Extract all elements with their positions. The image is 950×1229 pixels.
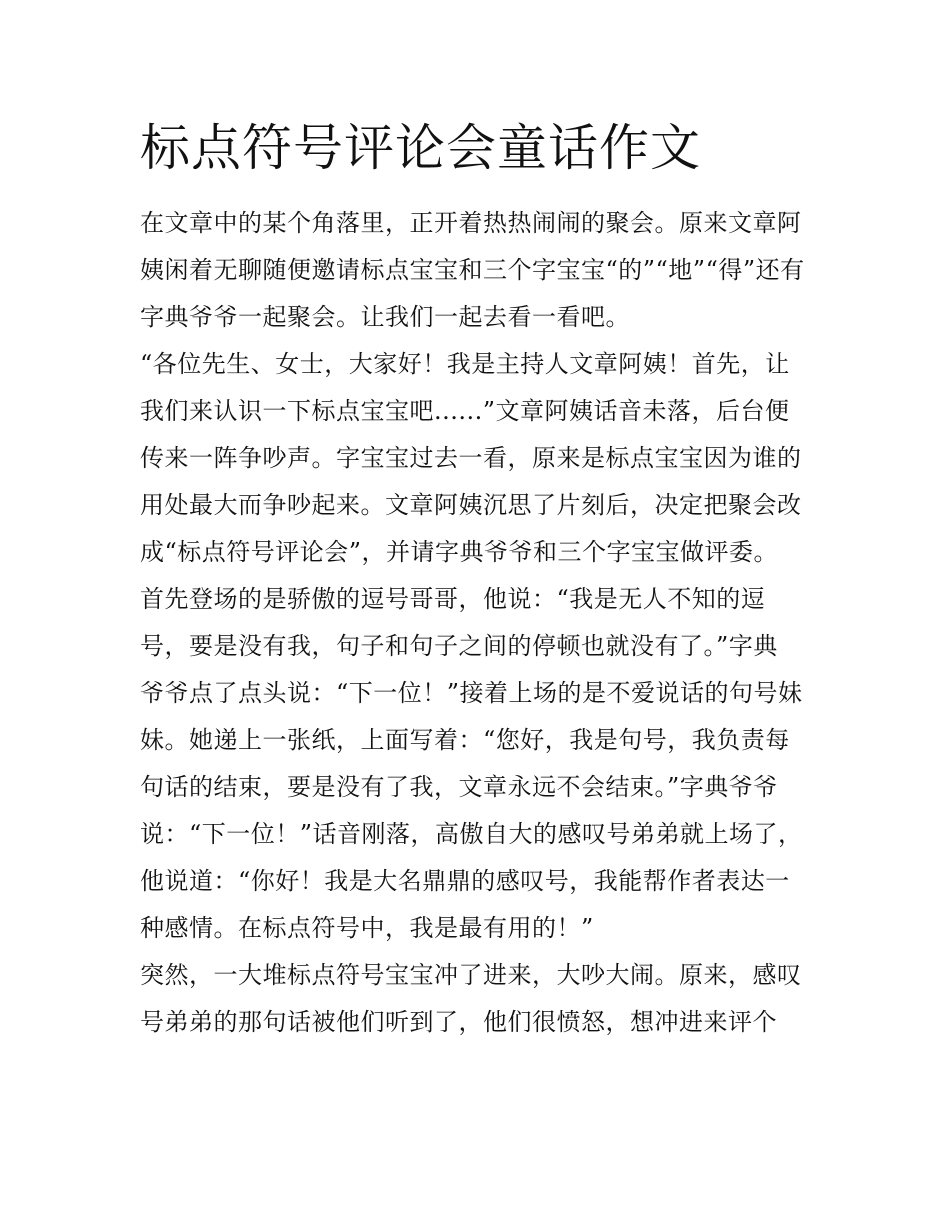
body-line: 号，要是没有我，句子和句子之间的停顿也就没有了。”字典 — [140, 632, 778, 660]
body-line: 爷爷点了点头说：“下一位！”接着上场的是不爱说话的句号妹 — [140, 679, 803, 707]
body-line: 用处最大而争吵起来。文章阿姨沉思了片刻后，决定把聚会改 — [140, 491, 802, 519]
body-line: 句话的结束，要是没有了我，文章永远不会结束。”字典爷爷 — [140, 773, 778, 801]
body-line: 首先登场的是骄傲的逗号哥哥，他说：“我是无人不知的逗 — [140, 585, 766, 613]
document-body — [140, 200, 820, 1046]
body-line: 成“标点符号评论会”，并请字典爷爷和三个字宝宝做评委。 — [140, 538, 779, 566]
body-line: 妹。她递上一张纸，上面写着：“您好，我是句号，我负责每 — [140, 726, 790, 754]
body-line: 种感情。在标点符号中，我是最有用的！” — [140, 914, 594, 942]
body-line: 说：“下一位！”话音刚落，高傲自大的感叹号弟弟就上场了， — [140, 820, 803, 848]
body-line: 号弟弟的那句话被他们听到了，他们很愤怒，想冲进来评个 — [140, 1008, 777, 1036]
body-line: 我们来认识一下标点宝宝吧......”文章阿姨话音未落，后台便 — [140, 397, 790, 425]
body-line: 姨闲着无聊随便邀请标点宝宝和三个字宝宝“的”“地”“得”还有 — [140, 256, 805, 284]
body-line: 突然，一大堆标点符号宝宝冲了进来，大吵大闹。原来，感叹 — [140, 961, 802, 989]
document-title: 标点符号评论会童话作文 — [140, 119, 701, 177]
body-line: 字典爷爷一起聚会。让我们一起去看一看吧。 — [140, 303, 630, 331]
body-line: 传来一阵争吵声。字宝宝过去一看，原来是标点宝宝因为谁的 — [140, 444, 802, 472]
body-line: 在文章中的某个角落里，正开着热热闹闹的聚会。原来文章阿 — [140, 209, 802, 237]
body-line: 他说道：“你好！我是大名鼎鼎的感叹号，我能帮作者表达一 — [140, 867, 790, 895]
body-line: “各位先生、女士，大家好！我是主持人文章阿姨！首先，让 — [140, 350, 790, 378]
